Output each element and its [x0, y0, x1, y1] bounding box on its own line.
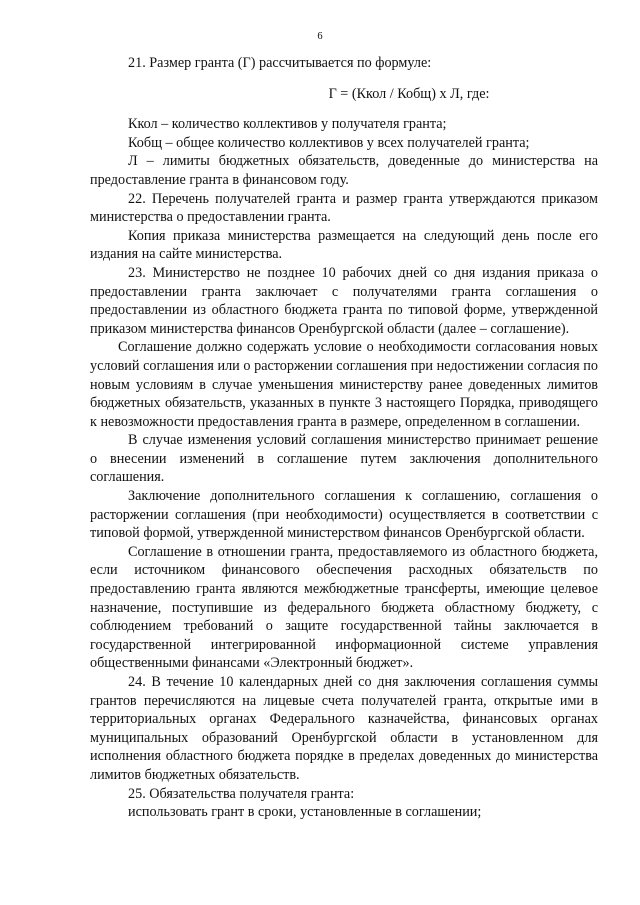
grant-formula: Г = (Ккол / Кобщ) х Л, где:	[328, 85, 490, 102]
paragraph-25: 25. Обязательства получателя гранта:	[128, 785, 355, 802]
document-body	[90, 54, 598, 822]
paragraph-24: 24. В течение 10 календарных дней со дня заключения соглашения суммы грантов перечисляются на лицевые счета получателей гранта, открытые ими в территориальных органах Федерального казначейства, финансовых органах муниципальных образований Оренбургской области в установленном для исполнения областного бюджета порядке в пределах доведенных до министерства лимитов бюджетных обязательств.	[90, 674, 598, 783]
paragraph-23: 23. Министерство не позднее 10 рабочих дней со дня издания приказа о предоставлении гранта заключает с получателями гранта соглашения о предоставлении из областного бюджета гранта по типовой форме, утвержденной приказом министерства финансов Оренбургской области (далее – соглашение).	[90, 264, 598, 337]
paragraph-22: 22. Перечень получателей гранта и размер гранта утверждаются приказом министерства о предоставлении гранта.	[90, 190, 598, 226]
paragraph-23-additional: Заключение дополнительного соглашения к соглашению, соглашения о расторжении соглашения (при необходимости) осуществляется в соответствии с типовой формой, утвержденной министерством финансов Оренбургской области.	[90, 488, 598, 542]
page-number: 6	[317, 31, 323, 42]
paragraph-23-changes: В случае изменения условий соглашения министерство принимает решение о внесении изменений в соглашение путем заключения дополнительного соглашения.	[90, 432, 598, 486]
paragraph-25-item: использовать грант в сроки, установленные в соглашении;	[128, 804, 482, 821]
paragraph-23-electronic-budget: Соглашение в отношении гранта, предоставляемого из областного бюджета, если источником финансового обеспечения расходных обязательств по предоставлению гранта являются межбюджетные трансферты, имеющие целевое назначение, поступившие из федерального бюджета областному бюджету, с соблюдением требований о защите государственной тайны заключается в государственной интегрированной информационной системе управления общественными финансами «Электронный бюджет».	[90, 543, 598, 672]
definition-kobsh: Кобщ – общее количество коллективов у всех получателей гранта;	[128, 134, 530, 151]
paragraph-23-conditions: Соглашение должно содержать условие о необходимости согласования новых условий соглашения или о расторжении соглашения при недостижении согласия по новым условиям в случае уменьшения министерству ранее доведенных лимитов бюджетных обязательств, указанных в пункте 3 настоящего Порядка, приводящего к невозможности предоставления гранта в размере, определенном в соглашении.	[90, 339, 598, 430]
paragraph-21: 21. Размер гранта (Г) рассчитывается по формуле:	[128, 55, 432, 71]
definition-kkol: Ккол – количество коллективов у получателя гранта;	[128, 116, 447, 133]
definition-l: Л – лимиты бюджетных обязательств, доведенные до министерства на предоставление гранта в финансовом году.	[90, 153, 598, 188]
paragraph-22-copy: Копия приказа министерства размещается на следующий день после его издания на сайте министерства.	[90, 227, 598, 263]
